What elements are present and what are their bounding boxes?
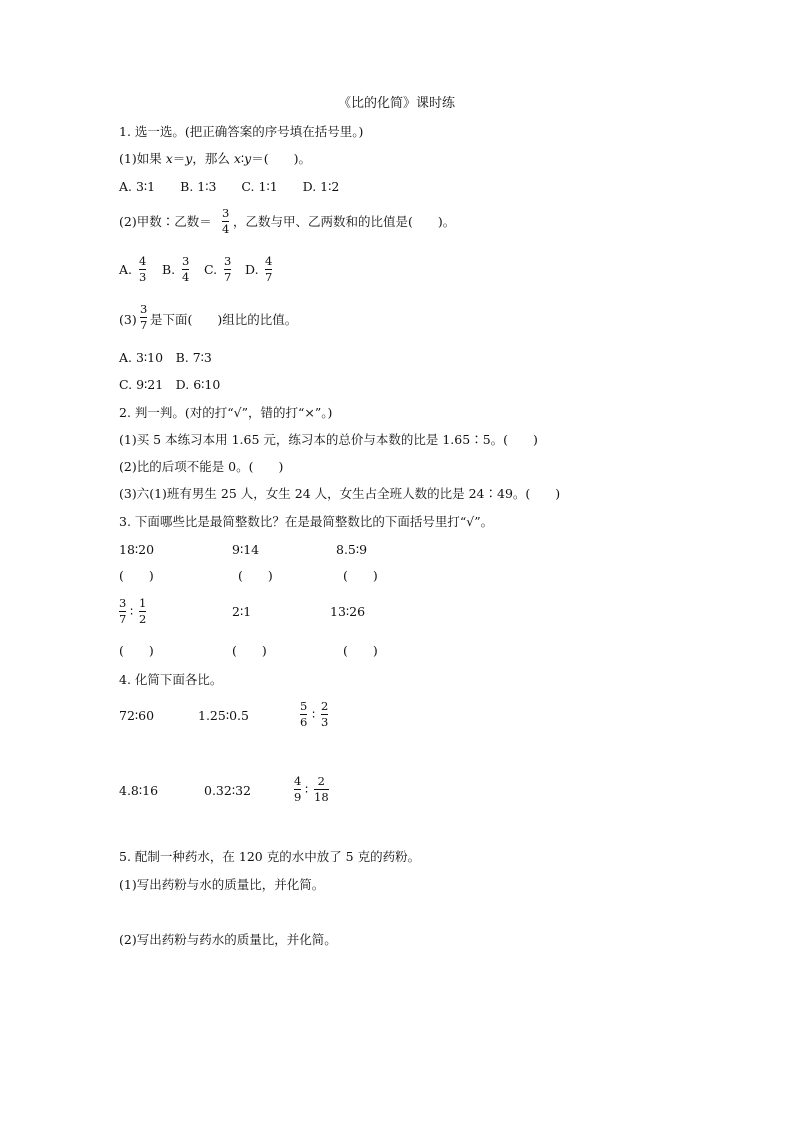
q1-p2-fraction: 3 4 — [222, 206, 230, 236]
q1-p2-opt-b-label: B. — [162, 262, 176, 277]
q5-heading: 5. 配制一种药水，在 120 克的水中放了 5 克的药粉。 — [119, 849, 421, 864]
q1-p2-opt-a-fraction: 4 3 — [139, 254, 147, 284]
q3-ratio-1: 18∶20 — [119, 542, 155, 557]
q1-p1-options: A. 3∶1 B. 1∶3 C. 1∶1 D. 1∶2 — [119, 179, 340, 194]
q4-ratio-3-colon: ∶ — [312, 708, 316, 722]
q3-answer-box-1[interactable]: ( ) — [119, 568, 154, 583]
q1-p3-options-1: A. 3∶10 B. 7∶3 — [119, 350, 212, 365]
q4-ratio-6-colon: ∶ — [305, 783, 309, 797]
q3-answer-box-2[interactable]: ( ) — [238, 568, 273, 583]
q3-answer-box-3[interactable]: ( ) — [343, 568, 378, 583]
q1-p2-opt-c-label: C. — [204, 262, 218, 277]
q5-sub-2: (2)写出药粉与药水的质量比，并化简。 — [119, 932, 337, 947]
q1-p2-pre: (2)甲数∶乙数＝ — [119, 214, 212, 229]
q1-p2-opt-a-label: A. — [119, 262, 133, 277]
q1-p2-post: ，乙数与甲、乙两数和的比值是( )。 — [233, 214, 456, 229]
q3-ratio-2: 9∶14 — [232, 542, 260, 557]
page-title: 《比的化简》课时练 — [337, 96, 455, 111]
q1-p3-fraction: 3 7 — [140, 302, 148, 332]
q2-heading: 2. 判一判。(对的打“√”，错的打“×”。) — [119, 405, 333, 420]
q4-ratio-3-antecedent: 5 6 — [300, 699, 308, 729]
q1-heading: 1. 选一选。(把正确答案的序号填在括号里。) — [119, 124, 364, 139]
q1-p3-options-2: C. 9∶21 D. 6∶10 — [119, 377, 221, 392]
q1-p2-opt-c-fraction: 3 7 — [224, 254, 232, 284]
q4-ratio-3-consequent: 2 3 — [321, 699, 329, 729]
q4-ratio-6-consequent: 2 18 — [314, 774, 329, 804]
q3-ratio-6: 13∶26 — [330, 604, 366, 619]
q1-p2-opt-d-fraction: 4 7 — [265, 254, 273, 284]
q3-ratio-5: 2∶1 — [232, 604, 252, 619]
q4-ratio-5: 0.32∶32 — [204, 783, 251, 798]
q2-statement-2: (2)比的后项不能是 0。( ) — [119, 459, 284, 474]
q1-p3-post: 是下面( )组比的比值。 — [150, 312, 298, 327]
q3-ratio-3: 8.5∶9 — [336, 542, 368, 557]
q3-answer-box-5[interactable]: ( ) — [232, 643, 267, 658]
q4-heading: 4. 化简下面各比。 — [119, 672, 223, 687]
q3-answer-box-4[interactable]: ( ) — [119, 643, 154, 658]
q1-p1-stem: (1)如果 x＝y，那么 x∶y＝( )。 — [119, 151, 311, 166]
q3-ratio-4-colon: ∶ — [130, 605, 134, 619]
q3-answer-box-6[interactable]: ( ) — [343, 643, 378, 658]
q4-ratio-6-antecedent: 4 9 — [294, 774, 302, 804]
q3-ratio-4-consequent: 1 2 — [139, 596, 147, 626]
q2-statement-3: (3)六(1)班有男生 25 人，女生 24 人，女生占全班人数的比是 24∶49。( ) — [119, 486, 561, 501]
q1-p2-opt-d-label: D. — [245, 262, 259, 277]
q2-statement-1: (1)买 5 本练习本用 1.65 元，练习本的总价与本数的比是 1.65∶5。( ) — [119, 432, 538, 447]
q1-p3-pre: (3) — [119, 312, 137, 327]
q1-p2-opt-b-fraction: 3 4 — [182, 254, 190, 284]
q4-ratio-4: 4.8∶16 — [119, 783, 159, 798]
q4-ratio-2: 1.25∶0.5 — [198, 708, 249, 723]
q4-ratio-1: 72∶60 — [119, 708, 155, 723]
q3-ratio-4-antecedent: 3 7 — [119, 596, 127, 626]
q5-sub-1: (1)写出药粉与水的质量比，并化简。 — [119, 877, 325, 892]
q3-heading: 3. 下面哪些比是最简整数比？在是最简整数比的下面括号里打“√”。 — [119, 514, 494, 529]
